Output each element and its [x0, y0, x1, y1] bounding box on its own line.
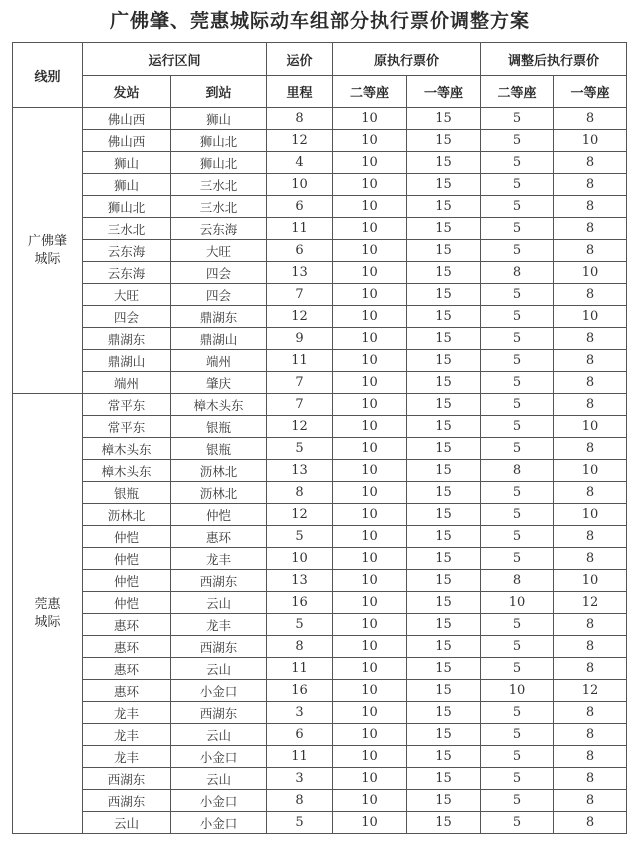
- adj-first-class-price-cell: 8: [554, 152, 627, 174]
- table-body: [13, 108, 627, 834]
- from-station-cell: 鼎湖山: [83, 350, 171, 372]
- orig-second-class-price-cell: 10: [333, 504, 407, 526]
- orig-first-class-price-cell: 15: [407, 592, 481, 614]
- table-row: [13, 636, 627, 658]
- adj-second-class-price-cell: 5: [481, 328, 554, 350]
- orig-second-class-price-cell: 10: [333, 174, 407, 196]
- to-station-cell: 惠环: [171, 526, 267, 548]
- orig-second-class-price-cell: 10: [333, 196, 407, 218]
- adj-first-class-price-cell: 8: [554, 724, 627, 746]
- table-row: [13, 812, 627, 834]
- adj-second-class-price-cell: 5: [481, 636, 554, 658]
- adj-first-class-price-cell: 8: [554, 614, 627, 636]
- orig-first-class-price-cell: 15: [407, 174, 481, 196]
- distance-cell: 10: [267, 174, 333, 196]
- adj-first-class-price-cell: 8: [554, 350, 627, 372]
- orig-second-class-price-cell: 10: [333, 812, 407, 834]
- distance-cell: 11: [267, 350, 333, 372]
- from-station-cell: 惠环: [83, 636, 171, 658]
- orig-first-class-price-cell: 15: [407, 240, 481, 262]
- adj-second-class-price-cell: 5: [481, 196, 554, 218]
- from-station-cell: 大旺: [83, 284, 171, 306]
- adj-second-class-price-cell: 5: [481, 746, 554, 768]
- from-station-cell: 三水北: [83, 218, 171, 240]
- header-adjusted-price: 调整后执行票价: [481, 43, 627, 76]
- adj-first-class-price-cell: 10: [554, 262, 627, 284]
- adj-second-class-price-cell: 5: [481, 152, 554, 174]
- from-station-cell: 仲恺: [83, 592, 171, 614]
- from-station-cell: 樟木头东: [83, 438, 171, 460]
- to-station-cell: 小金口: [171, 680, 267, 702]
- from-station-cell: 仲恺: [83, 548, 171, 570]
- from-station-cell: 云东海: [83, 240, 171, 262]
- table-row: [13, 438, 627, 460]
- orig-second-class-price-cell: 10: [333, 416, 407, 438]
- adj-first-class-price-cell: 8: [554, 658, 627, 680]
- orig-second-class-price-cell: 10: [333, 262, 407, 284]
- distance-cell: 9: [267, 328, 333, 350]
- adj-first-class-price-cell: 12: [554, 592, 627, 614]
- to-station-cell: 西湖东: [171, 636, 267, 658]
- to-station-cell: 沥林北: [171, 460, 267, 482]
- table-row: [13, 262, 627, 284]
- adj-second-class-price-cell: 5: [481, 394, 554, 416]
- adj-first-class-price-cell: 8: [554, 394, 627, 416]
- from-station-cell: 惠环: [83, 680, 171, 702]
- orig-first-class-price-cell: 15: [407, 680, 481, 702]
- header-adj-second-class: 二等座: [481, 76, 554, 108]
- from-station-cell: 狮山北: [83, 196, 171, 218]
- header-from: 发站: [83, 76, 171, 108]
- adj-first-class-price-cell: 8: [554, 812, 627, 834]
- to-station-cell: 小金口: [171, 790, 267, 812]
- table-row: [13, 394, 627, 416]
- from-station-cell: 狮山: [83, 152, 171, 174]
- to-station-cell: 银瓶: [171, 438, 267, 460]
- adj-second-class-price-cell: 5: [481, 416, 554, 438]
- table-row: [13, 130, 627, 152]
- distance-cell: 16: [267, 592, 333, 614]
- distance-cell: 13: [267, 460, 333, 482]
- from-station-cell: 樟木头东: [83, 460, 171, 482]
- orig-first-class-price-cell: 15: [407, 372, 481, 394]
- from-station-cell: 银瓶: [83, 482, 171, 504]
- orig-first-class-price-cell: 15: [407, 504, 481, 526]
- distance-cell: 3: [267, 768, 333, 790]
- table-row: [13, 350, 627, 372]
- distance-cell: 8: [267, 636, 333, 658]
- adj-first-class-price-cell: 10: [554, 130, 627, 152]
- orig-first-class-price-cell: 15: [407, 812, 481, 834]
- distance-cell: 5: [267, 526, 333, 548]
- table-row: [13, 570, 627, 592]
- orig-first-class-price-cell: 15: [407, 658, 481, 680]
- table-row: [13, 416, 627, 438]
- to-station-cell: 小金口: [171, 746, 267, 768]
- adj-first-class-price-cell: 10: [554, 306, 627, 328]
- header-fare: 运价: [267, 43, 333, 76]
- from-station-cell: 惠环: [83, 614, 171, 636]
- orig-first-class-price-cell: 15: [407, 548, 481, 570]
- distance-cell: 3: [267, 702, 333, 724]
- adj-first-class-price-cell: 8: [554, 108, 627, 130]
- orig-second-class-price-cell: 10: [333, 372, 407, 394]
- adj-second-class-price-cell: 5: [481, 218, 554, 240]
- adj-first-class-price-cell: 8: [554, 702, 627, 724]
- adj-first-class-price-cell: 10: [554, 416, 627, 438]
- distance-cell: 16: [267, 680, 333, 702]
- table-row: [13, 592, 627, 614]
- orig-second-class-price-cell: 10: [333, 680, 407, 702]
- adj-second-class-price-cell: 5: [481, 108, 554, 130]
- table-row: [13, 152, 627, 174]
- orig-first-class-price-cell: 15: [407, 570, 481, 592]
- to-station-cell: 狮山北: [171, 152, 267, 174]
- table-row: [13, 240, 627, 262]
- to-station-cell: 四会: [171, 262, 267, 284]
- table-row: [13, 526, 627, 548]
- orig-first-class-price-cell: 15: [407, 130, 481, 152]
- table-row: [13, 218, 627, 240]
- adj-second-class-price-cell: 5: [481, 812, 554, 834]
- adj-second-class-price-cell: 5: [481, 504, 554, 526]
- adj-second-class-price-cell: 5: [481, 724, 554, 746]
- adj-second-class-price-cell: 8: [481, 570, 554, 592]
- to-station-cell: 仲恺: [171, 504, 267, 526]
- table-row: [13, 790, 627, 812]
- adj-first-class-price-cell: 8: [554, 328, 627, 350]
- to-station-cell: 三水北: [171, 196, 267, 218]
- orig-first-class-price-cell: 15: [407, 350, 481, 372]
- adj-first-class-price-cell: 8: [554, 218, 627, 240]
- distance-cell: 5: [267, 438, 333, 460]
- from-station-cell: 狮山: [83, 174, 171, 196]
- orig-second-class-price-cell: 10: [333, 702, 407, 724]
- distance-cell: 6: [267, 196, 333, 218]
- distance-cell: 11: [267, 658, 333, 680]
- adj-first-class-price-cell: 8: [554, 196, 627, 218]
- to-station-cell: 龙丰: [171, 548, 267, 570]
- to-station-cell: 小金口: [171, 812, 267, 834]
- header-orig-first-class: 一等座: [407, 76, 481, 108]
- orig-second-class-price-cell: 10: [333, 218, 407, 240]
- from-station-cell: 龙丰: [83, 746, 171, 768]
- distance-cell: 11: [267, 218, 333, 240]
- adj-second-class-price-cell: 5: [481, 790, 554, 812]
- from-station-cell: 佛山西: [83, 108, 171, 130]
- orig-second-class-price-cell: 10: [333, 658, 407, 680]
- table-row: [13, 768, 627, 790]
- orig-second-class-price-cell: 10: [333, 284, 407, 306]
- orig-first-class-price-cell: 15: [407, 152, 481, 174]
- orig-first-class-price-cell: 15: [407, 482, 481, 504]
- adj-second-class-price-cell: 5: [481, 240, 554, 262]
- orig-second-class-price-cell: 10: [333, 768, 407, 790]
- adj-first-class-price-cell: 8: [554, 526, 627, 548]
- to-station-cell: 鼎湖山: [171, 328, 267, 350]
- orig-first-class-price-cell: 15: [407, 108, 481, 130]
- line-name-part: 城际: [34, 614, 61, 630]
- distance-cell: 7: [267, 372, 333, 394]
- table-row: [13, 724, 627, 746]
- adj-second-class-price-cell: 5: [481, 130, 554, 152]
- fare-table: [12, 42, 627, 834]
- distance-cell: 6: [267, 724, 333, 746]
- adj-second-class-price-cell: 5: [481, 372, 554, 394]
- adj-first-class-price-cell: 10: [554, 570, 627, 592]
- adj-first-class-price-cell: 8: [554, 746, 627, 768]
- from-station-cell: 佛山西: [83, 130, 171, 152]
- from-station-cell: 常平东: [83, 416, 171, 438]
- distance-cell: 10: [267, 548, 333, 570]
- orig-second-class-price-cell: 10: [333, 438, 407, 460]
- orig-first-class-price-cell: 15: [407, 614, 481, 636]
- adj-first-class-price-cell: 10: [554, 460, 627, 482]
- to-station-cell: 云山: [171, 724, 267, 746]
- orig-first-class-price-cell: 15: [407, 218, 481, 240]
- orig-first-class-price-cell: 15: [407, 724, 481, 746]
- to-station-cell: 肇庆: [171, 372, 267, 394]
- orig-second-class-price-cell: 10: [333, 724, 407, 746]
- orig-second-class-price-cell: 10: [333, 746, 407, 768]
- adj-second-class-price-cell: 5: [481, 614, 554, 636]
- line-name-part: 莞惠: [34, 596, 61, 612]
- distance-cell: 12: [267, 416, 333, 438]
- orig-second-class-price-cell: 10: [333, 790, 407, 812]
- to-station-cell: 鼎湖东: [171, 306, 267, 328]
- adj-first-class-price-cell: 8: [554, 790, 627, 812]
- adj-second-class-price-cell: 5: [481, 548, 554, 570]
- table-row: [13, 548, 627, 570]
- distance-cell: 4: [267, 152, 333, 174]
- table-row: [13, 482, 627, 504]
- distance-cell: 13: [267, 262, 333, 284]
- distance-cell: 12: [267, 130, 333, 152]
- orig-second-class-price-cell: 10: [333, 636, 407, 658]
- adj-second-class-price-cell: 8: [481, 262, 554, 284]
- table-row: [13, 328, 627, 350]
- orig-second-class-price-cell: 10: [333, 130, 407, 152]
- to-station-cell: 云山: [171, 768, 267, 790]
- orig-second-class-price-cell: 10: [333, 526, 407, 548]
- to-station-cell: 樟木头东: [171, 394, 267, 416]
- from-station-cell: 仲恺: [83, 570, 171, 592]
- distance-cell: 7: [267, 284, 333, 306]
- distance-cell: 13: [267, 570, 333, 592]
- adj-first-class-price-cell: 8: [554, 438, 627, 460]
- to-station-cell: 云山: [171, 658, 267, 680]
- orig-first-class-price-cell: 15: [407, 526, 481, 548]
- orig-first-class-price-cell: 15: [407, 438, 481, 460]
- to-station-cell: 西湖东: [171, 570, 267, 592]
- header-to: 到站: [171, 76, 267, 108]
- adj-second-class-price-cell: 5: [481, 658, 554, 680]
- table-row: [13, 702, 627, 724]
- adj-second-class-price-cell: 5: [481, 702, 554, 724]
- from-station-cell: 惠环: [83, 658, 171, 680]
- table-row: [13, 680, 627, 702]
- from-station-cell: 常平东: [83, 394, 171, 416]
- orig-second-class-price-cell: 10: [333, 614, 407, 636]
- distance-cell: 8: [267, 790, 333, 812]
- adj-second-class-price-cell: 5: [481, 482, 554, 504]
- from-station-cell: 西湖东: [83, 790, 171, 812]
- from-station-cell: 仲恺: [83, 526, 171, 548]
- orig-first-class-price-cell: 15: [407, 306, 481, 328]
- orig-second-class-price-cell: 10: [333, 394, 407, 416]
- table-row: [13, 196, 627, 218]
- adj-second-class-price-cell: 5: [481, 174, 554, 196]
- table-row: [13, 658, 627, 680]
- header-distance: 里程: [267, 76, 333, 108]
- header-original-price: 原执行票价: [333, 43, 481, 76]
- page-title: 广佛肇、莞惠城际动车组部分执行票价调整方案: [109, 10, 530, 32]
- orig-first-class-price-cell: 15: [407, 394, 481, 416]
- to-station-cell: 沥林北: [171, 482, 267, 504]
- orig-second-class-price-cell: 10: [333, 328, 407, 350]
- header-section: 运行区间: [83, 43, 267, 76]
- orig-second-class-price-cell: 10: [333, 152, 407, 174]
- to-station-cell: 端州: [171, 350, 267, 372]
- orig-second-class-price-cell: 10: [333, 460, 407, 482]
- from-station-cell: 云山: [83, 812, 171, 834]
- adj-second-class-price-cell: 5: [481, 284, 554, 306]
- orig-first-class-price-cell: 15: [407, 790, 481, 812]
- table-row: [13, 174, 627, 196]
- from-station-cell: 龙丰: [83, 702, 171, 724]
- table-row: [13, 460, 627, 482]
- from-station-cell: 沥林北: [83, 504, 171, 526]
- to-station-cell: 四会: [171, 284, 267, 306]
- adj-first-class-price-cell: 8: [554, 548, 627, 570]
- orig-first-class-price-cell: 15: [407, 328, 481, 350]
- header-line: 线别: [13, 43, 83, 108]
- orig-second-class-price-cell: 10: [333, 570, 407, 592]
- from-station-cell: 鼎湖东: [83, 328, 171, 350]
- from-station-cell: 西湖东: [83, 768, 171, 790]
- distance-cell: 8: [267, 482, 333, 504]
- orig-second-class-price-cell: 10: [333, 548, 407, 570]
- from-station-cell: 云东海: [83, 262, 171, 284]
- table-row: [13, 306, 627, 328]
- distance-cell: 12: [267, 504, 333, 526]
- orig-first-class-price-cell: 15: [407, 768, 481, 790]
- table-header: [13, 43, 627, 108]
- to-station-cell: 狮山北: [171, 130, 267, 152]
- orig-second-class-price-cell: 10: [333, 240, 407, 262]
- orig-first-class-price-cell: 15: [407, 636, 481, 658]
- to-station-cell: 龙丰: [171, 614, 267, 636]
- adj-second-class-price-cell: 10: [481, 592, 554, 614]
- table-row: [13, 284, 627, 306]
- to-station-cell: 银瓶: [171, 416, 267, 438]
- adj-first-class-price-cell: 8: [554, 240, 627, 262]
- adj-first-class-price-cell: 8: [554, 482, 627, 504]
- from-station-cell: 龙丰: [83, 724, 171, 746]
- header-orig-second-class: 二等座: [333, 76, 407, 108]
- from-station-cell: 端州: [83, 372, 171, 394]
- distance-cell: 6: [267, 240, 333, 262]
- orig-second-class-price-cell: 10: [333, 350, 407, 372]
- adj-first-class-price-cell: 10: [554, 504, 627, 526]
- adj-second-class-price-cell: 8: [481, 460, 554, 482]
- adj-first-class-price-cell: 12: [554, 680, 627, 702]
- orig-second-class-price-cell: 10: [333, 306, 407, 328]
- orig-first-class-price-cell: 15: [407, 702, 481, 724]
- table-row: [13, 504, 627, 526]
- distance-cell: 5: [267, 812, 333, 834]
- line-name-cell: [13, 108, 83, 394]
- line-name-part: 广佛肇: [27, 233, 67, 249]
- adj-first-class-price-cell: 8: [554, 284, 627, 306]
- distance-cell: 5: [267, 614, 333, 636]
- adj-second-class-price-cell: 5: [481, 438, 554, 460]
- distance-cell: 11: [267, 746, 333, 768]
- header-adj-first-class: 一等座: [554, 76, 627, 108]
- adj-second-class-price-cell: 5: [481, 768, 554, 790]
- table-row: [13, 746, 627, 768]
- table-row: [13, 108, 627, 130]
- orig-first-class-price-cell: 15: [407, 284, 481, 306]
- from-station-cell: 四会: [83, 306, 171, 328]
- line-name-part: 城际: [34, 251, 61, 267]
- orig-first-class-price-cell: 15: [407, 746, 481, 768]
- to-station-cell: 云山: [171, 592, 267, 614]
- adj-first-class-price-cell: 8: [554, 768, 627, 790]
- to-station-cell: 云东海: [171, 218, 267, 240]
- orig-first-class-price-cell: 15: [407, 262, 481, 284]
- to-station-cell: 大旺: [171, 240, 267, 262]
- orig-second-class-price-cell: 10: [333, 482, 407, 504]
- orig-first-class-price-cell: 15: [407, 196, 481, 218]
- distance-cell: 12: [267, 306, 333, 328]
- distance-cell: 7: [267, 394, 333, 416]
- adj-first-class-price-cell: 8: [554, 174, 627, 196]
- orig-second-class-price-cell: 10: [333, 592, 407, 614]
- line-name-cell: [13, 394, 83, 834]
- adj-second-class-price-cell: 10: [481, 680, 554, 702]
- to-station-cell: 三水北: [171, 174, 267, 196]
- to-station-cell: 西湖东: [171, 702, 267, 724]
- adj-first-class-price-cell: 8: [554, 372, 627, 394]
- table-row: [13, 614, 627, 636]
- table-row: [13, 372, 627, 394]
- orig-first-class-price-cell: 15: [407, 460, 481, 482]
- distance-cell: 8: [267, 108, 333, 130]
- orig-second-class-price-cell: 10: [333, 108, 407, 130]
- adj-first-class-price-cell: 8: [554, 636, 627, 658]
- adj-second-class-price-cell: 5: [481, 306, 554, 328]
- header-row-sub: [13, 76, 627, 108]
- to-station-cell: 狮山: [171, 108, 267, 130]
- adj-second-class-price-cell: 5: [481, 350, 554, 372]
- adj-second-class-price-cell: 5: [481, 526, 554, 548]
- header-row-main: [13, 43, 627, 76]
- orig-first-class-price-cell: 15: [407, 416, 481, 438]
